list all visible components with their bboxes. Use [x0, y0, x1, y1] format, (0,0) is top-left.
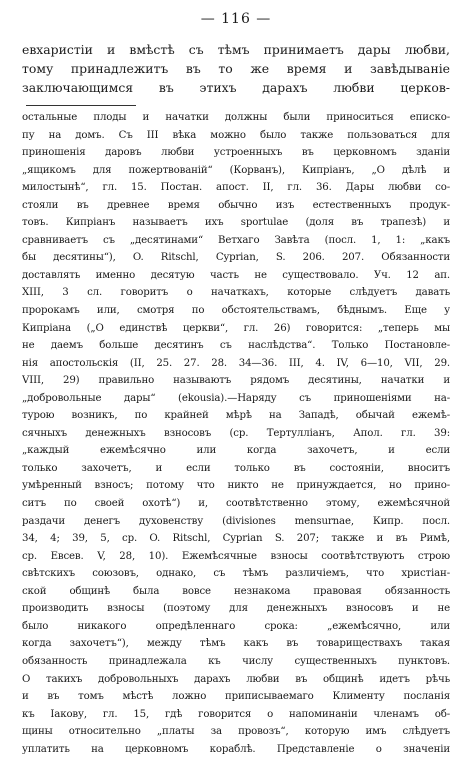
footnote-line: товъ. Кипріанъ называетъ ихъ sportulae (доля въ трапезѣ) и — [22, 217, 450, 229]
footnote-line: „каждый ежемѣсячно или когда захочетъ, и если — [22, 445, 450, 457]
footnote-line: только захочетъ, и если только въ состояніи, вноситъ — [22, 462, 450, 474]
footnote-line: нія апостольскія (II, 25. 27. 28. 34—36. III, 4. IV, 6—10, VII, 29. — [22, 357, 450, 369]
main-text-line: евхаристіи и вмѣстѣ съ тѣмъ принимаетъ дары любви, — [22, 42, 450, 57]
footnote-line: „ящикомъ для пожертвованій“ (Корванъ), Кипріанъ, „О дѣлѣ и — [22, 164, 450, 176]
footnote-line: не даемъ больше десятинъ съ наслѣдства“. Только Постановле- — [22, 340, 450, 352]
footnote-line: когда захочетъ“), между тѣмъ какъ въ товариществахъ такая — [22, 638, 450, 650]
footnote-line: и въ томъ мѣстѣ ложно приписываемаго Клименту посланія — [22, 691, 450, 703]
footnote-line: Кипріана („О единствѣ церкви“, гл. 26) говорится: „теперь мы — [22, 322, 450, 334]
footnote-line: сравниваетъ съ „десятинами“ Ветхаго Завѣта (посл. 1, 1: „какъ — [22, 234, 450, 246]
footnote-line: милостынѣ“, гл. 15. Постан. апост. II, гл. 36. Дары любви со- — [22, 182, 450, 194]
footnote-line: свѣтскихъ союзовъ, однако, съ тѣмъ различіемъ, что христіан- — [22, 568, 450, 580]
footnote-text — [22, 109, 450, 758]
footnote-separator — [26, 105, 136, 106]
footnote-line: XIII, 3 сл. говоритъ о начаткахъ, которые слѣдуетъ давать — [22, 287, 450, 299]
page-number: — 116 — — [200, 11, 272, 27]
footnote-line: обязанность принадлежала къ числу существенныхъ пунктовъ. — [22, 655, 450, 667]
footnote-line: пророкамъ или, смотря по обстоятельствамъ, бѣднымъ. Еще у — [22, 305, 450, 317]
footnote-line: бы десятины“), O. Ritschl, Cyprian, S. 206. 207. Обязанности — [22, 252, 450, 264]
footnote-line: пу на домъ. Съ III вѣка можно было также пользоваться для — [22, 129, 450, 141]
footnote-line: приношенія даровъ любви устроенныхъ въ церковномъ зданіи — [22, 147, 450, 159]
footnote-line: ской общинѣ была вовсе незнакома правовая обязанность — [22, 585, 450, 597]
footnote-line: VIII, 29) правильно называютъ рядомъ десятины, начатки и — [22, 375, 450, 387]
footnote-line: турою возникъ, по крайней мѣрѣ на Западѣ, обычай ежемѣ- — [22, 410, 450, 422]
footnote-line: стояли въ древнее время обычно изъ естественныхъ продук- — [22, 199, 450, 211]
footnote-line: О такихъ добровольныхъ дарахъ любви въ общинѣ идетъ рѣчь — [22, 673, 450, 685]
footnote-line: производить взносы (поэтому для денежныхъ взносовъ и не — [22, 603, 450, 615]
footnote-line: сячныхъ денежныхъ взносовъ (ср. Тертулліанъ, Апол. гл. 39: — [22, 427, 450, 439]
footnote-line: уплатить на церковномъ кораблѣ. Представленіе о значеніи — [22, 743, 450, 755]
footnote-line: „добровольные дары“ (ekousia).—Наряду съ приношеніями на- — [22, 392, 450, 404]
main-text-line: заключающимся въ этихъ дарахъ любви церков- — [22, 80, 450, 95]
main-text-line: тому принадлежитъ въ то же время и завѣдываніе — [22, 61, 450, 76]
footnote-line: раздачи денегъ духовенству (divisiones mensurnae, Кипр. посл. — [22, 515, 450, 527]
main-text — [22, 40, 450, 97]
footnote-line: остальные плоды и начатки должны были приноситься еписко- — [22, 112, 450, 123]
footnote-line: 34, 4; 39, 5, ср. O. Ritschl, Cyprian S. 207; также и въ Римѣ, — [22, 533, 450, 545]
footnote-line: ср. Евсев. V, 28, 10). Ежемѣсячные взносы соотвѣтствуютъ строю — [22, 550, 450, 562]
footnote-line: умѣренный взносъ; потому что никто не принуждается, но прино- — [22, 480, 450, 492]
footnote-line: доставлять именно десятую часть не существовало. Уч. 12 ап. — [22, 269, 450, 281]
footnote-line: щины относительно „платы за провозъ“, которую имъ слѣдуетъ — [22, 726, 450, 738]
footnote-line: было никакого опредѣленнаго срока: „ежемѣсячно, или — [22, 620, 450, 632]
footnote-line: къ Іакову, гл. 15, гдѣ говорится о напоминаніи членамъ об- — [22, 708, 450, 720]
footnote-line: ситъ по своей охотѣ“) и, соотвѣтственно этому, ежемѣсячной — [22, 498, 450, 510]
